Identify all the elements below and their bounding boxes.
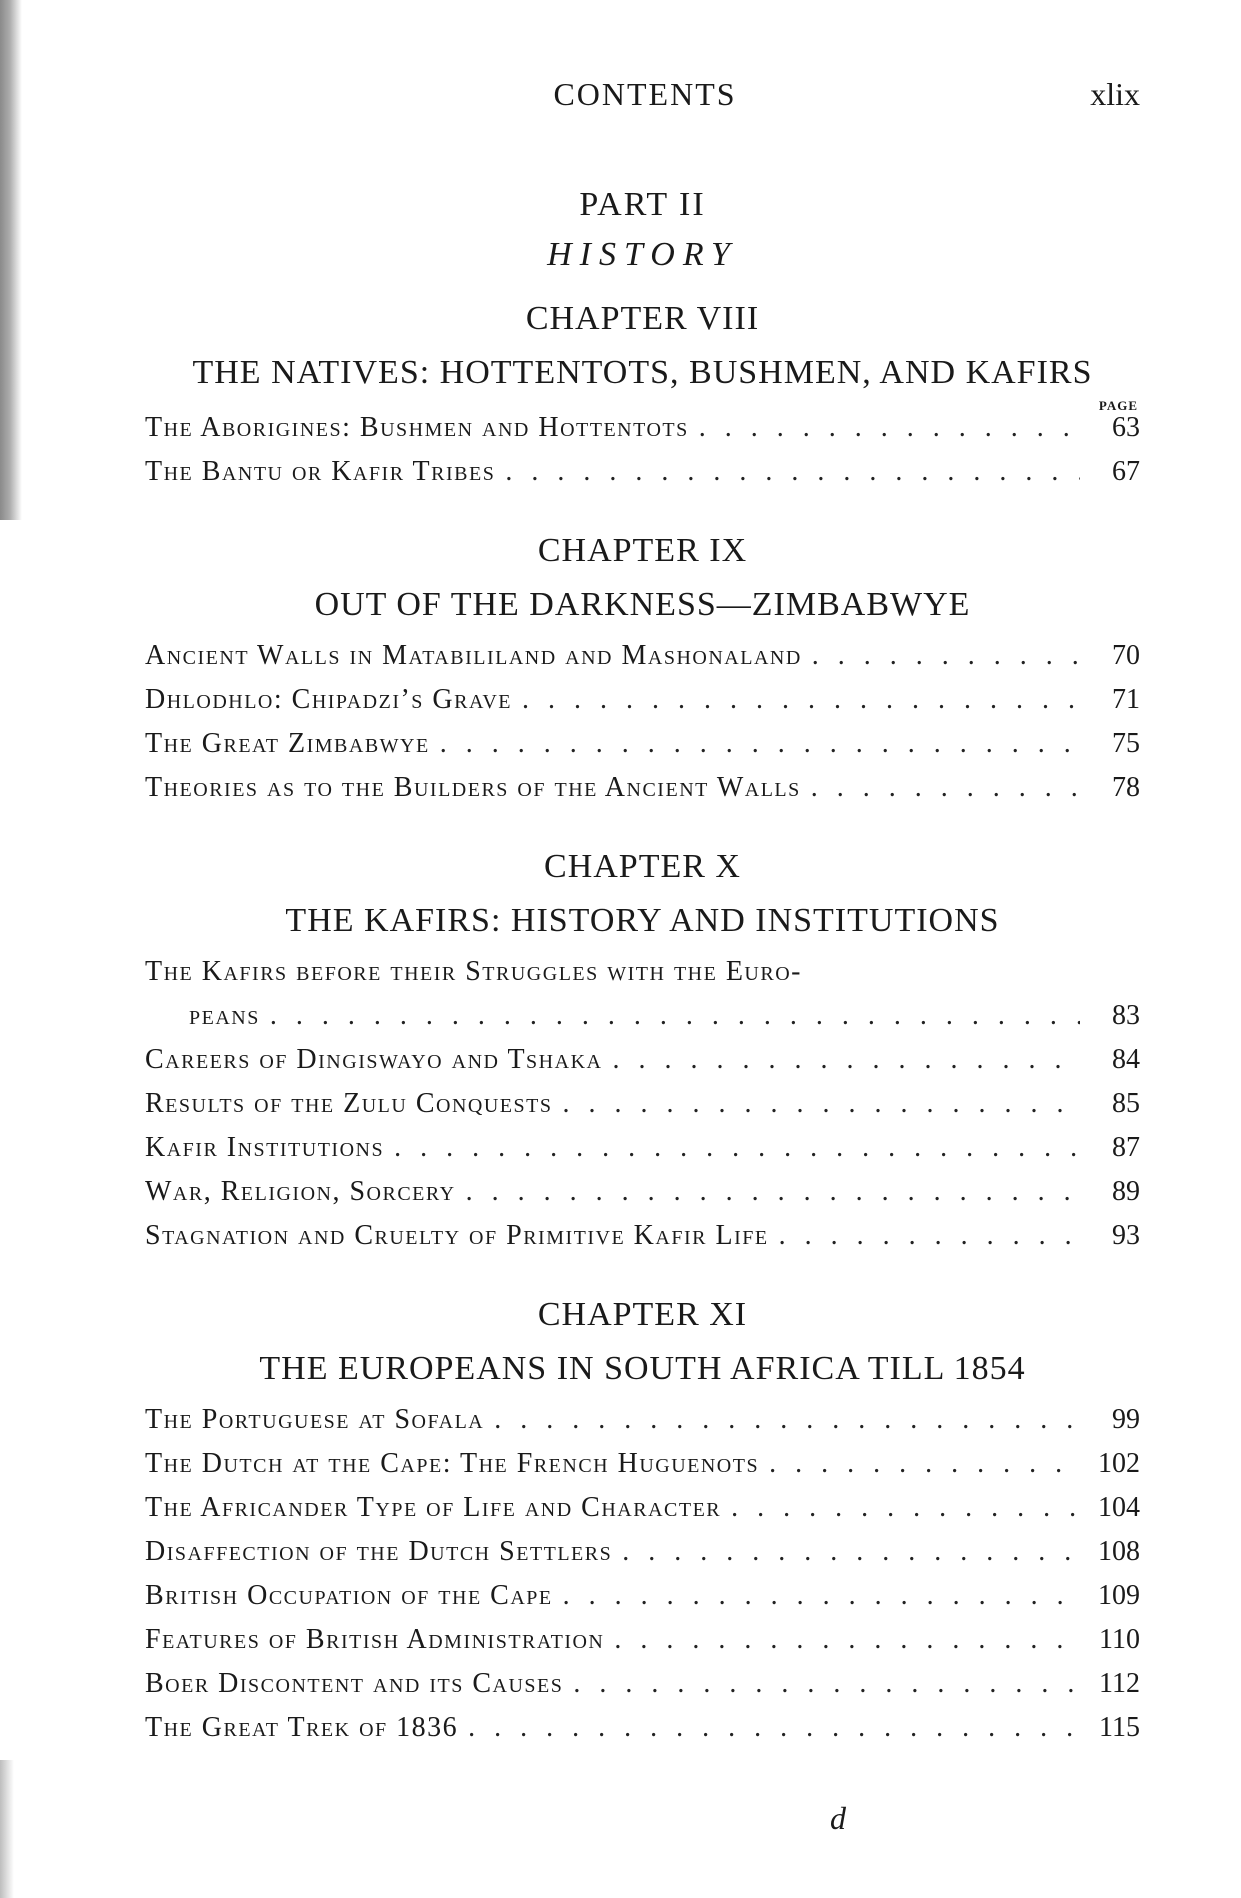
running-title: CONTENTS: [553, 76, 737, 112]
entry-page-number: 108: [1098, 1536, 1140, 1567]
entry-title: The Aborigines: Bushmen and Hottentots: [145, 412, 689, 443]
dot-leader: [384, 1126, 1080, 1170]
dot-leader: [612, 1530, 1080, 1574]
entry-page-number: 115: [1099, 1712, 1140, 1743]
dot-leader: [458, 1706, 1080, 1750]
chapter-title: OUT OF THE DARKNESS—ZIMBABWYE: [314, 586, 971, 623]
toc-entry[interactable]: [145, 1126, 1140, 1170]
entry-title-line1: The Kafirs before their Struggles with the Euro-: [145, 956, 802, 987]
entry-title: The Great Zimbabwye: [145, 728, 430, 759]
toc-entry[interactable]: [145, 1214, 1140, 1258]
dot-leader: [769, 1214, 1080, 1258]
chapter-section: [145, 1290, 1140, 1750]
entry-page-number: 67: [1112, 456, 1140, 487]
toc-entry[interactable]: [145, 1486, 1140, 1530]
page-edge-shadow: [0, 0, 22, 520]
entry-list: [145, 950, 1140, 1258]
dot-leader: [553, 1574, 1080, 1618]
entry-title: Features of British Administration: [145, 1624, 605, 1655]
entry-title: The Great Trek of 1836: [145, 1712, 459, 1743]
entry-page-number: 84: [1112, 1044, 1140, 1075]
entry-page-number: 87: [1112, 1132, 1140, 1163]
chapter-label: CHAPTER IX: [537, 532, 748, 569]
entry-page-number: 112: [1099, 1668, 1140, 1699]
toc-entry[interactable]: [145, 1618, 1140, 1662]
toc-entry[interactable]: [145, 1442, 1140, 1486]
toc-entry[interactable]: [145, 1530, 1140, 1574]
part-label: PART II: [579, 186, 706, 223]
chapter-section: [145, 526, 1140, 810]
dot-leader: [759, 1442, 1080, 1486]
toc-entry[interactable]: [145, 1662, 1140, 1706]
entry-page-number: 63: [1112, 412, 1140, 443]
signature-mark: d: [830, 1800, 846, 1836]
toc-entry[interactable]: [145, 1082, 1140, 1126]
dot-leader: [604, 1618, 1080, 1662]
entry-list: [145, 1398, 1140, 1750]
entry-page-number: 78: [1112, 772, 1140, 803]
entry-page-number: 93: [1112, 1220, 1140, 1251]
entry-title: War, Religion, Sorcery: [145, 1176, 456, 1207]
entry-title: Kafir Institutions: [145, 1132, 385, 1163]
entry-title: The Bantu or Kafir Tribes: [145, 456, 496, 487]
toc-entry[interactable]: [145, 722, 1140, 766]
chapter-section: [145, 842, 1140, 1258]
toc-entry[interactable]: [145, 1398, 1140, 1442]
entry-title: Careers of Dingiswayo and Tshaka: [145, 1044, 603, 1075]
folio: xlix: [1090, 76, 1140, 112]
entry-title: The Dutch at the Cape: The French Huguenots: [145, 1448, 760, 1479]
contents-page: [145, 180, 1140, 1750]
entry-page-number: 83: [1112, 1000, 1140, 1031]
chapter-title: THE KAFIRS: HISTORY AND INSTITUTIONS: [285, 902, 1000, 939]
toc-entry[interactable]: [145, 1706, 1140, 1750]
entry-page-number: 75: [1112, 728, 1140, 759]
entry-title: Disaffection of the Dutch Settlers: [145, 1536, 613, 1567]
dot-leader: [430, 722, 1080, 766]
entry-page-number: 110: [1099, 1624, 1140, 1655]
part-title: HISTORY: [547, 236, 738, 273]
entry-title: The Africander Type of Life and Character: [145, 1492, 722, 1523]
chapter-label: CHAPTER VIII: [525, 300, 760, 337]
entry-title: Results of the Zulu Conquests: [145, 1088, 553, 1119]
chapter-label: CHAPTER X: [544, 848, 741, 885]
dot-leader: [456, 1170, 1080, 1214]
entry-title: Ancient Walls in Matabililand and Mashonaland: [145, 640, 802, 671]
entry-list: [145, 634, 1140, 810]
dot-leader: [563, 1662, 1080, 1706]
page-edge-shadow-bottom: [0, 1760, 14, 1898]
entry-title-line2: peans: [189, 1000, 260, 1031]
chapter-title: THE EUROPEANS IN SOUTH AFRICA TILL 1854: [259, 1350, 1026, 1387]
dot-leader: [260, 994, 1080, 1038]
entry-title: Dhlodhlo: Chipadzi’s Grave: [145, 684, 513, 715]
entry-page-number: 99: [1112, 1404, 1140, 1435]
dot-leader: [512, 678, 1080, 722]
toc-entry[interactable]: [145, 678, 1140, 722]
dot-leader: [689, 406, 1080, 450]
entry-page-number: 109: [1098, 1580, 1140, 1611]
toc-entry[interactable]: [145, 1038, 1140, 1082]
entry-title: Boer Discontent and its Causes: [145, 1668, 564, 1699]
toc-entry[interactable]: [145, 766, 1140, 810]
dot-leader: [552, 1082, 1080, 1126]
entry-title: Theories as to the Builders of the Ancient Walls: [145, 772, 801, 803]
entry-page-number: 71: [1112, 684, 1140, 715]
toc-entry[interactable]: [145, 634, 1140, 678]
entry-page-number: 104: [1098, 1492, 1140, 1523]
dot-leader: [495, 450, 1080, 494]
entry-page-number: 102: [1098, 1448, 1140, 1479]
toc-entry[interactable]: [145, 1574, 1140, 1618]
entry-list: [145, 406, 1140, 494]
chapter-section: [145, 294, 1140, 494]
entry-title: The Portuguese at Sofala: [145, 1404, 485, 1435]
entry-page-number: 70: [1112, 640, 1140, 671]
chapter-title: THE NATIVES: HOTTENTOTS, BUSHMEN, AND KAFIRS: [192, 354, 1093, 391]
toc-entry[interactable]: [145, 450, 1140, 494]
entry-title: British Occupation of the Cape: [145, 1580, 553, 1611]
dot-leader: [801, 766, 1080, 810]
entry-title: Stagnation and Cruelty of Primitive Kafir Life: [145, 1220, 769, 1251]
dot-leader: [484, 1398, 1080, 1442]
page-column-label: PAGE: [1098, 398, 1138, 413]
entry-title-line2-row: [145, 994, 1140, 1038]
dot-leader: [721, 1486, 1080, 1530]
entry-page-number: 85: [1112, 1088, 1140, 1119]
chapter-label: CHAPTER XI: [537, 1296, 748, 1333]
toc-entry[interactable]: [145, 406, 1140, 450]
toc-entry[interactable]: [145, 1170, 1140, 1214]
toc-entry-wrapped[interactable]: [145, 950, 1140, 1038]
dot-leader: [802, 634, 1080, 678]
running-head: [150, 76, 1140, 120]
dot-leader: [602, 1038, 1080, 1082]
entry-page-number: 89: [1112, 1176, 1140, 1207]
